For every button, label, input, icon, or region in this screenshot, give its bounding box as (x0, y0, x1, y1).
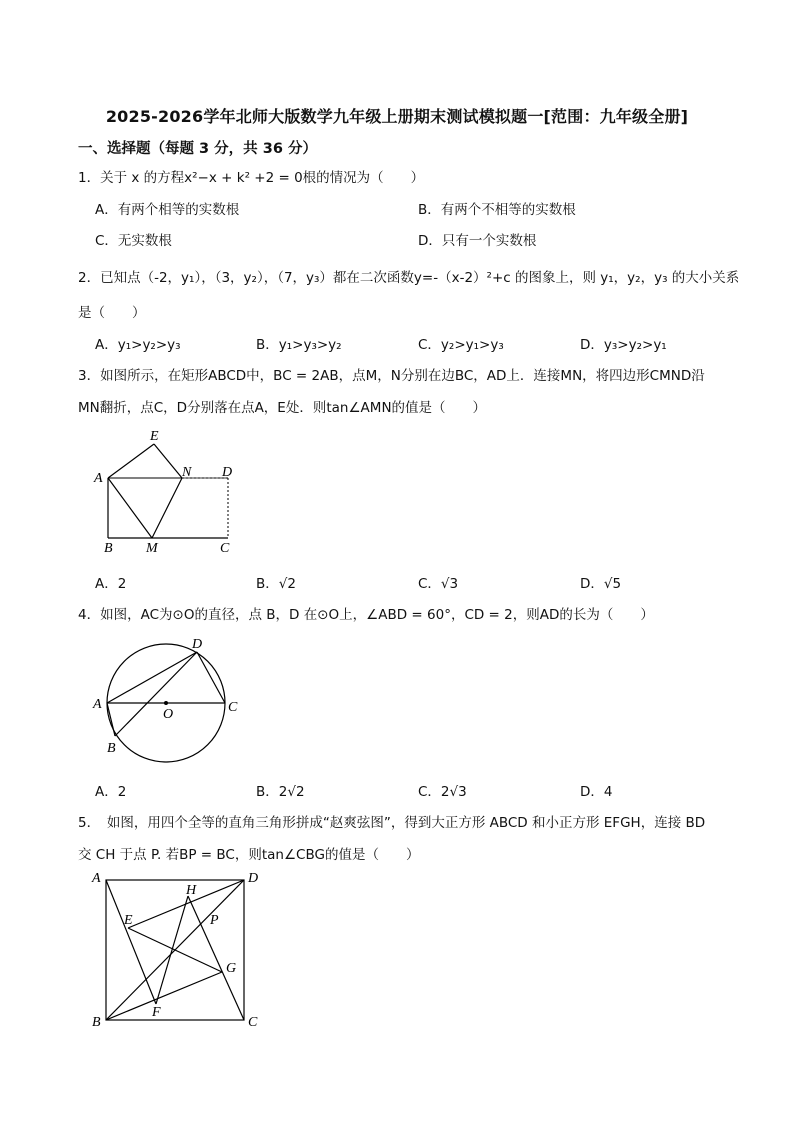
q4-figure (90, 636, 250, 764)
q5-label-e: E (124, 913, 133, 928)
q3-option-a[interactable]: A．2 (95, 576, 127, 592)
q4-label-d: D (192, 637, 203, 652)
q4-option-c[interactable]: C．2√3 (418, 784, 467, 800)
q3-stem-line1: 3．如图所示，在矩形ABCD中，BC = 2AB，点M，N分别在边BC，AD上．连接MN，将四边形CMND沿 (78, 368, 705, 384)
q5-stem-line2: 交 CH 于点 P. 若BP = BC，则tan∠CBG的值是（ ） (78, 847, 420, 863)
q4-option-a[interactable]: A．2 (95, 784, 127, 800)
q5-label-f: F (152, 1005, 161, 1020)
page-title: 2025-2026学年北师大版数学九年级上册期末测试模拟题一[范围：九年级全册] (105, 107, 689, 126)
q1-option-d[interactable]: D．只有一个实数根 (418, 233, 537, 249)
q4-label-o: O (163, 707, 174, 722)
q4-label-a: A (93, 697, 102, 712)
q1-option-b[interactable]: B．有两个不相等的实数根 (418, 202, 576, 218)
q4-stem: 4．如图，AC为⊙O的直径，点 B，D 在⊙O上，∠ABD = 60°，CD = 2，则AD的长为（ ） (78, 607, 654, 623)
section-header: 一、选择题（每题 3 分，共 36 分） (78, 141, 317, 157)
q2-option-a[interactable]: A．y₁>y₂>y₃ (95, 337, 181, 353)
q5-label-h: H (186, 883, 197, 898)
q3-option-b[interactable]: B．√2 (256, 576, 296, 592)
q5-label-b: B (92, 1015, 101, 1030)
q3-label-c: C (220, 541, 230, 556)
q3-option-c[interactable]: C．√3 (418, 576, 459, 592)
q2-option-d[interactable]: D．y₃>y₂>y₁ (580, 337, 667, 353)
q3-label-e: E (150, 429, 159, 444)
q4-option-b[interactable]: B．2√2 (256, 784, 305, 800)
q3-label-a: A (94, 471, 103, 486)
q5-label-d: D (248, 871, 259, 886)
q2-stem-line1: 2．已知点（-2，y₁），（3，y₂），（7，y₃）都在二次函数y=-（x-2）²+c 的图象上，则 y₁，y₂，y₃ 的大小关系 (78, 270, 740, 286)
q1-option-a[interactable]: A．有两个相等的实数根 (95, 202, 240, 218)
q4-option-d[interactable]: D．4 (580, 784, 613, 800)
q3-label-n: N (182, 465, 192, 480)
q3-option-d[interactable]: D．√5 (580, 576, 622, 592)
q3-stem-line2: MN翻折，点C，D分别落在点A，E处．则tan∠AMN的值是（ ） (78, 400, 487, 416)
q5-label-a: A (92, 871, 101, 886)
q3-figure (90, 426, 250, 556)
q5-label-p: P (210, 913, 219, 928)
q4-label-c: C (228, 700, 238, 715)
q4-label-b: B (107, 741, 116, 756)
q1-option-c[interactable]: C．无实数根 (95, 233, 172, 249)
q1-stem: 1．关于 x 的方程x²−x + k² +2 = 0根的情况为（ ） (78, 170, 425, 186)
q5-figure (88, 866, 268, 1034)
q3-label-d: D (222, 465, 233, 480)
q5-stem-line1: 5． 如图，用四个全等的直角三角形拼成“赵爽弦图”，得到大正方形 ABCD 和小正方形 EFGH，连接 BD (78, 815, 706, 831)
q3-label-b: B (104, 541, 113, 556)
q3-label-m: M (146, 541, 158, 556)
q5-label-g: G (226, 961, 237, 976)
q2-stem-line2: 是（ ） (78, 305, 146, 321)
q2-option-b[interactable]: B．y₁>y₃>y₂ (256, 337, 342, 353)
q5-label-c: C (248, 1015, 258, 1030)
q2-option-c[interactable]: C．y₂>y₁>y₃ (418, 337, 504, 353)
